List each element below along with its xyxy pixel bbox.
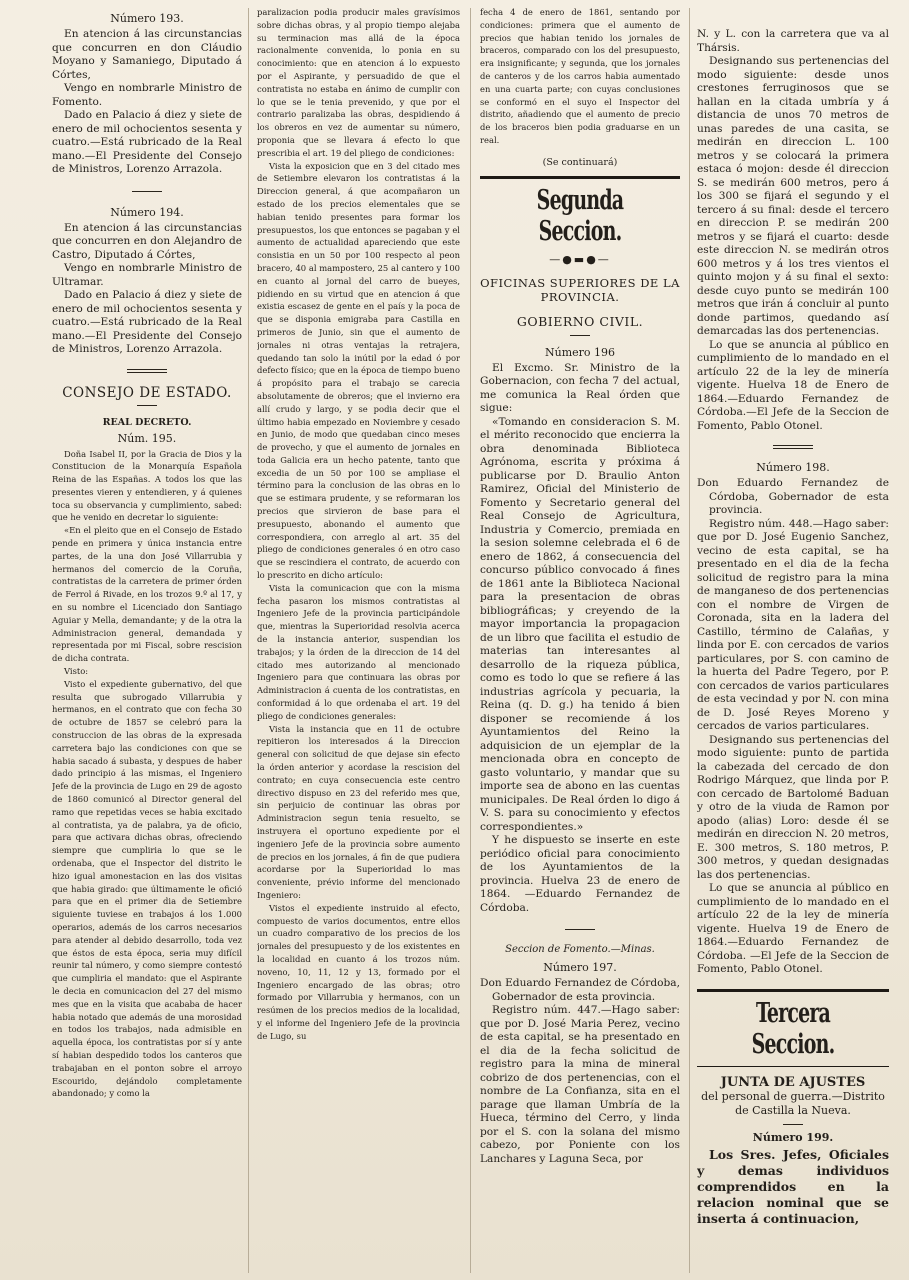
paragraph: Vista la comunicacion que con la misma fecha pasaron los mismos contratistas al Ingeniero Jefe de la provincia participándole que, mientras la Superioridad resolvia acerca de la instancia anterior, suspendian los trabajos; y la órden de la direccion de 14 del citado mes autorizando al mencionado Ingeniero para que continuara las obras por Administracion á cuenta de los contratistas, en conformidad á lo que ordenaba el art. 19 del pliego de condiciones generales:	[257, 582, 460, 721]
signature-paragraph: Dado en Palacio á diez y siete de enero de mil ochocientos sesenta y cuatro.—Está rubricado de la Real mano.—El Presidente del Consejo de Ministros, Lorenzo Arrazola.	[52, 109, 242, 175]
paragraph: Y he dispuesto se inserte en este periódico oficial para conocimiento de los Ayuntamientos de la provincia. Huelva 23 de enero de 1864. —Eduardo Fernandez de Córdoba.	[480, 834, 680, 914]
paragraph: «Tomando en consideracion S. M. el mérito reconocido que encierra la obra denominada Biblioteca Agrónoma, escrita y próxima á publicarse por D. Braulio Anton Ramirez, Oficial del Ministerio de Fomento y Secretario general del Real Consejo de Agricultura, Industria y Comercio, premiada en la sesion solemne celebrada el 6 de enero de 1862, á consecuencia del concurso público convocado á fines de 1861 ante la Biblioteca Nacional para la presentacion de obras bibliográficas; y creyendo de la mayor importancia la propagacion de un libro que facilita el estudio de materias tan interesantes al desarrollo de la riqueza pública, como es todo lo que se refiere á las industrias agrícola y pecuaria, la Reina (q. D. g.) ha tenido á bien disponer se recomiende á los Ayuntamientos del Reino la adquisicion de un ejemplar de la mencionada obra en concepto de gasto voluntario, y mandar que su importe sea de abono en las cuentas municipales. De Real órden lo digo á V. S. para su conocimiento y efectos correspondientes.»	[480, 415, 680, 833]
separator	[697, 1066, 889, 1067]
continued-note: (Se continuará)	[542, 156, 618, 168]
article-number: Número 197.	[543, 961, 617, 975]
paragraph: Registro núm. 448.—Hago saber: que por D. José Eugenio Sanchez, vecino de esta capital, se ha presentado en el dia de la fecha solicitud de registro para la mina de manganeso de dos pertenencias con el nombre de Virgen de Coronada, sita en la ladera del Castillo, término de Calañas, y linda por E. con cercados de varios particulares, por S. con camino de la huerta del Padre Tegero, por P. con cercados de varios particulares de esta vecindad y por N. con mina de D. José Reyes Moreno y cercados de varios particulares.	[697, 517, 889, 732]
paragraph: El Excmo. Sr. Ministro de la Gobernacion, con fecha 7 del actual, me comunica la Real órden que sigue:	[480, 361, 680, 415]
paragraph: Visto:	[64, 666, 89, 677]
paragraph: Vengo en nombrarle Ministro de Ultramar.	[52, 262, 242, 288]
column-divider	[470, 8, 471, 1273]
paragraph: En atencion á las circunstancias que concurren en don Cláudio Moyano y Samaniego, Diputado á Córtes,	[52, 28, 242, 81]
column-divider	[248, 8, 249, 1273]
ornament-divider: —●▬●—	[549, 252, 611, 266]
subsection-heading: Seccion de Fomento.—Minas.	[505, 944, 655, 956]
paragraph: Vista la instancia que en 11 de octubre repitieron los interesados á la Direccion general con solicitud de que dejase sin efecto la órden anterior y acordase la rescision del contrato; en cuya consecuencia este centro directivo dispuso en 23 del referido mes que, sin perjuicio de continuar las obras por Administracion segun tenia resuelto, se instruyera el oportuno expediente por el ingeniero Jefe de la provincia sobre aumento de precios en los jornales, á fin de que pudiera acordarse por la Superioridad lo mas conveniente, prévio informe del mencionado Ingeniero:	[257, 723, 460, 900]
column-1	[52, 10, 242, 1100]
column-2	[257, 6, 460, 1043]
paragraph: Don Eduardo Fernandez de Córdoba, Gobernador de esta provincia.	[480, 977, 680, 1003]
paragraph: Don Eduardo Fernandez de Córdoba, Gobernador de esta provincia.	[697, 477, 889, 516]
article-number: Número 199.	[752, 1130, 834, 1144]
article-number: Núm. 195.	[117, 431, 177, 445]
paragraph: Vistos el expediente instruido al efecto, compuesto de varios documentos, entre ellos un cuadro comparativo de los precios de los jornales del presupuesto y de los existentes en la localidad en cuanto á los trozos núm. noveno, 10, 11, 12 y 13, formado por el Ingeniero encargado de las obras; otro formado por Villarrubia y hermanos, con un resúmen de los precios medios de la localidad, y el informe del Ingeniero Jefe de la provincia de Lugo, su	[257, 902, 460, 1041]
article-number: Número 193.	[110, 12, 184, 25]
section-title: Segunda Seccion.	[536, 184, 624, 247]
article-number: Número 196	[544, 345, 616, 359]
paragraph: «En el pleito que en el Consejo de Estado pende en primera y única instancia entre partes, de la una don José Villarrubia y hermanos del comercio de la Coruña, contratistas de la carretera de primer órden de Ferrol á Rivade, en los trozos 9.º al 17, y en su nombre el Licenciado don Santiago Aguiar y Mella, demandante; y de la otra la Administracion general, demandada y representada por mi Fiscal, sobre rescision de dicha contrata.	[52, 525, 242, 664]
paragraph: En atencion á las circunstancias que concurren en don Alejandro de Castro, Diputado á Córtes,	[52, 221, 242, 261]
separator	[127, 369, 167, 373]
paragraph: Vista la exposicion que en 3 del citado mes de Setiembre elevaron los contratistas á la Direccion general, á que acompañaron un estado de los precios elementales que se habian tenido presentes para formar los presupuestos, los que entonces se pagaban y el aumento de actualidad apareciendo que este consistia en un 50 por 100 respecto al peon bracero, 40 al mampostero, 25 al cantero y 100 en cuanto al jornal del carro de bueyes, pidiendo en su virtud que en atencion á que existia escasez de gente en el país y la poca de que se disponia emigraba para Castilla en primeros de Junio, sin que el aumento de jornales ni otras ventajas la retrajera, quedando tan solo la inútil por la edad ó por defecto físico; que en la época de tiempo bueno á propósito para el trabajo se carecia absolutamente de obreros; que el invierno era allí crudo y largo, y se podia decir que el último habia empezado en Noviembre y cesado en Junio, de modo que quedaban cinco meses de provecho, y que el aumento de jornales en toda Galicia era un hecho patente, tanto que excedia de un 50 por 100 se ampliase el término para la conclusion de las obras en lo que se estimara prudente, y se reformaran los precios que sirvieron de base para el presupuesto, abonando el aumento que correspondiera, con arreglo al art. 35 del pliego de condiciones generales ó en otro caso que se rescindiera el contrato, de acuerdo con lo prescrito en dicho artículo:	[257, 160, 460, 581]
separator	[783, 1124, 803, 1125]
separator	[132, 191, 162, 192]
section-heading: GOBIERNO CIVIL.	[516, 313, 644, 329]
article-number: Número 198.	[756, 461, 830, 474]
separator	[570, 335, 590, 336]
column-divider	[689, 8, 690, 1273]
paragraph: Lo que se anuncia al público en cumplimiento de lo mandado en el artículo 22 de la ley de minería vigente. Huelva 18 de Enero de 1864.—Eduardo Fernandez de Córdoba.—El Jefe de la Seccion de Fomento, Pablo Otonel.	[697, 338, 889, 432]
column-4	[697, 28, 889, 1227]
section-subheading: del personal de guerra.—Distrito de Castilla la Nueva.	[701, 1089, 885, 1117]
paragraph: paralizacion podia producir males gravísimos sobre dichas obras, y al propio tiempo alejaba su terminacion mas allá de la época racionalmente convenida, lo ponia en su conocimiento: que en atencion á lo expuesto por el Aspirante, y persuadido de que el contratista no estaba en ánimo de cumplir con lo que se le tenia prevenido, y que por el contrario paralizaba las obras, despidiendo á los obreros en vez de aumentar su número, proponia que se llevara á efecto lo que prescribia el art. 19 del pliego de condiciones:	[257, 7, 460, 158]
separator	[773, 445, 813, 449]
section-heading: JUNTA DE AJUSTES	[720, 1074, 866, 1090]
paragraph: Lo que se anuncia al público en cumplimiento de lo mandado en el artículo 22 de la ley de minería vigente. Huelva 19 de Enero de 1864.—Eduardo Fernandez de Córdoba. —El Jefe de la Seccion de Fomento, Pablo Otonel.	[697, 882, 889, 975]
paragraph: N. y L. con la carretera que va al Thársis.	[697, 28, 889, 54]
paragraph: Designando sus pertenencias del modo siguiente: desde unos crestones ferruginosos que se hallan en la citada umbría y á distancia de unos 70 metros de unas paredes de una casita, se medirán en direccion L. 100 metros y se colocará la primera estaca ó mojon: desde él direccion S. se medirán 600 metros, pero á los 300 se fijará el segundo y el tercero á su final: desde el tercero en direccion P. se medirán 200 metros y se fijará el cuarto: desde este direccion N. se medirán otros 600 metros y á los tres vientos el quinto mojon y á su final el sexto: desde cuyo punto se medirán 100 metros que irán á concluir al punto donde partimos, quedando así demarcadas las dos pertenencias.	[697, 55, 889, 337]
signature-paragraph: Dado en Palacio á diez y siete de enero de mil ochocientos sesenta y cuatro.—Está rubricado de la Real mano.—El Presidente del Consejo de Ministros, Lorenzo Arrazola.	[52, 289, 242, 355]
separator	[137, 405, 157, 406]
article-number: Número 194.	[110, 205, 184, 219]
separator	[565, 929, 595, 930]
paragraph: Doña Isabel II, por la Gracia de Dios y la Constitucion de la Monarquía Española Reina de las Españas. A todos los que las presentes vieren y entendieren, y á quienes toca su observancia y cumplimiento, sabed: que he venido en decretar lo siguiente:	[52, 448, 242, 523]
paragraph: Los Sres. Jefes, Oficiales y demas individuos comprendidos en la relacion nominal que se inserta á continuacion,	[697, 1146, 889, 1226]
paragraph: Vengo en nombrarle Ministro de Fomento.	[52, 82, 242, 108]
separator	[697, 989, 889, 992]
separator	[480, 176, 680, 179]
paragraph: fecha 4 de enero de 1861, sentando por condiciones: primera que el aumento de precios que habian tenido los jornales de braceros, comparado con los del presupuesto, era insignificante; y segunda, que los jornales de canteros y de los carros habia aumentado en una cuarta parte; con cuyas conclusiones se conformó en el suyo el Inspector del distrito, añadiendo que el aumento de precio de los braceros bien podia graduarse en un real.	[480, 7, 680, 145]
decree-heading: REAL DECRETO.	[102, 416, 192, 428]
column-3	[480, 6, 680, 1166]
section-heading: OFICINAS SUPERIORES DE LA PROVINCIA.	[480, 275, 680, 304]
paragraph: Designando sus pertenencias del modo siguiente: punto de partida la cabezada del cercado de don Rodrigo Márquez, que linda por P. con cercado de Bartolomé Baduan y otro de la viuda de Ramon por apodo (alias) Loro: desde él se medirán en direccion N. 20 metros, E. 300 metros, S. 180 metros, P. 300 metros, y quedan designadas las dos pertenencias.	[697, 733, 889, 881]
section-heading: CONSEJO DE ESTADO.	[62, 384, 232, 401]
paragraph: Visto el expediente gubernativo, del que resulta que subrogado Villarrubia y hermanos, en el contrato que con fecha 30 de octubre de 1857 se celebró para la construccion de las obras de la expresada carretera bajo las condiciones con que se habia sacado á subasta, y despues de haber dado principio á las mismas, el Ingeniero Jefe de la provincia de Lugo en 29 de agosto de 1860 comunicó al Director general del ramo que repetidas veces se habia excitado al contratista, ya de palabra, ya de oficio, para que activara dichas obras, ofreciendo siempre que cumpliria lo que se le ordenaba, que el Inspector del distrito le hizo igual amonestacion en las dos visitas que habia girado: que últimamente le ofició para que en el primer dia de Setiembre siguiente tuviese en trabajos á los 1.000 operarios, además de los carros necesarios para atender al debido desarrollo, toda vez que éstos de esta época, seria muy difícil reunir tal número, y como siempre contestó que cumpliria el mandato: que el Aspirante le decia en comunicacion del 27 del mismo mes que en la visita que acababa de hacer habia notado que además de una morosidad en todos los trabajos, nada admisible en aquella época, los contratistas por sí y ante sí habian despedido todos los canteros que trabajaban en el ponton sobre el arroyo Escourido, dejándolo completamente abandonado; y como la	[52, 678, 242, 1099]
paragraph: Registro núm. 447.—Hago saber: que por D. José Maria Perez, vecino de esta capital, se ha presentado en el dia de la fecha solicitud de registro para la mina de mineral cobrizo de dos pertenencias, con el nombre de La Confianza, sita en el parage que llaman Umbría de la Hueca, término del Cerro, y linda por el S. con la solana del mismo cabezo, por Poniente con los Lanchares y Laguna Seca, por	[480, 1004, 680, 1165]
section-title: Tercera Seccion.	[751, 997, 835, 1060]
